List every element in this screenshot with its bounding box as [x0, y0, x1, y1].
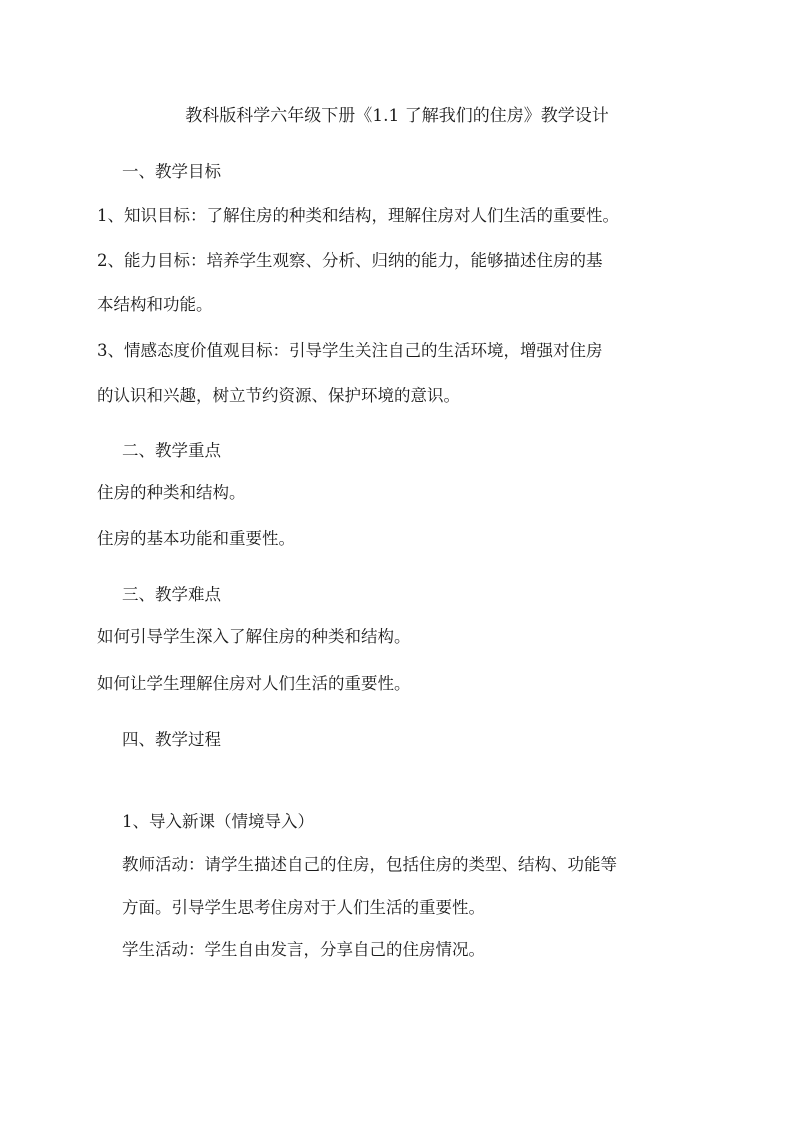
paragraph: 住房的种类和结构。	[97, 483, 246, 502]
subsection-heading: 1、导入新课（情境导入）	[122, 812, 314, 831]
paragraph: 2、能力目标：培养学生观察、分析、归纳的能力，能够描述住房的基	[97, 251, 603, 270]
paragraph: 如何让学生理解住房对人们生活的重要性。	[97, 674, 411, 693]
paragraph: 的认识和兴趣，树立节约资源、保护环境的意识。	[97, 386, 460, 405]
paragraph: 1、知识目标：了解住房的种类和结构，理解住房对人们生活的重要性。	[97, 206, 619, 225]
paragraph: 住房的基本功能和重要性。	[97, 529, 295, 548]
document-title: 教科版科学六年级下册《1.1 了解我们的住房》教学设计	[185, 106, 609, 126]
paragraph: 如何引导学生深入了解住房的种类和结构。	[97, 627, 411, 646]
paragraph: 学生活动：学生自由发言，分享自己的住房情况。	[122, 940, 485, 959]
section-heading-key-points: 二、教学重点	[122, 441, 221, 460]
section-heading-difficulties: 三、教学难点	[122, 585, 221, 604]
paragraph: 教师活动：请学生描述自己的住房，包括住房的类型、结构、功能等	[122, 855, 617, 874]
section-heading-process: 四、教学过程	[122, 730, 221, 749]
paragraph: 3、情感态度价值观目标：引导学生关注自己的生活环境，增强对住房	[97, 341, 603, 360]
section-heading-objectives: 一、教学目标	[122, 162, 221, 181]
paragraph: 本结构和功能。	[97, 295, 213, 314]
paragraph: 方面。引导学生思考住房对于人们生活的重要性。	[122, 898, 485, 917]
